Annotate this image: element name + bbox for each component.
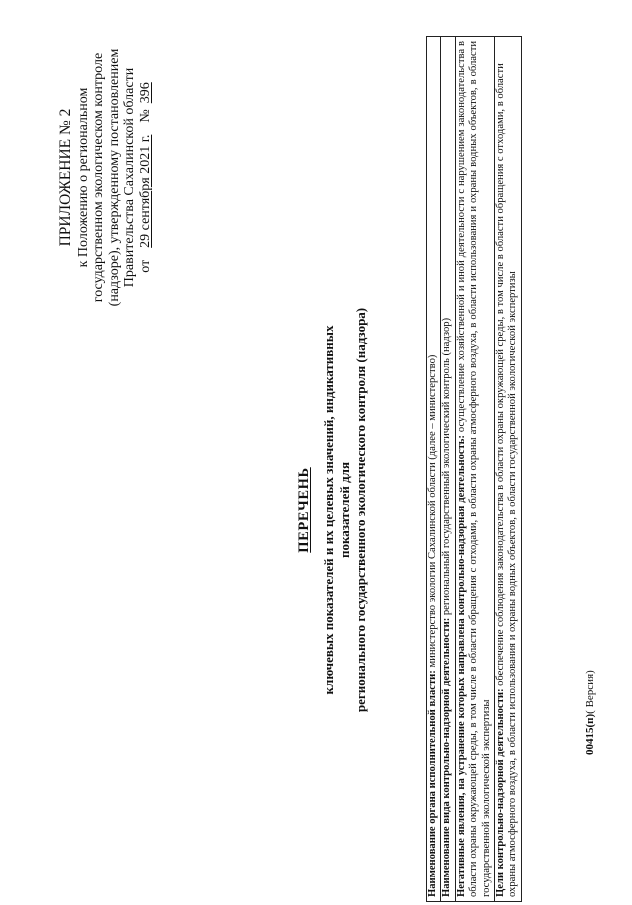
document-subtitle: [321, 295, 369, 725]
version-code: 00415(п): [584, 713, 596, 755]
document-heading: [296, 295, 369, 725]
row-value: обеспечение соблюдения законодательства в области охраны окружающей среды, в том числе в области обращения с отходами, в области охраны атмосферного воздуха, в области использования и охраны водных объектов, в области государственной экологической экспертизы: [495, 63, 519, 897]
row-value: региональный государственный экологический контроль (надзор): [441, 317, 453, 618]
document-title: ПЕРЕЧЕНЬ: [296, 467, 312, 553]
appendix-number: 396: [137, 82, 153, 104]
table-cell: [495, 37, 522, 902]
table-row: [495, 37, 522, 902]
appendix-date: 29 сентября 2021 г.: [137, 134, 153, 248]
version-label: ( Версия): [584, 670, 596, 714]
table-cell: [427, 37, 441, 902]
row-label: Негативные явления, на устранение которых направлена контрольно-надзорная деятельность:: [455, 435, 467, 897]
subtitle-line-2: регионального государственного экологического контроля (надзора): [353, 307, 368, 713]
appendix-line-4: Правительства Сахалинской области: [122, 67, 137, 288]
table-cell: [455, 37, 494, 902]
appendix-block: [58, 5, 153, 350]
appendix-date-line: [138, 5, 154, 350]
appendix-line-1: к Положению о региональном: [75, 87, 91, 268]
table-cell: [441, 37, 455, 902]
table-row: [441, 37, 455, 902]
row-label: Наименование органа исполнительной власти:: [427, 670, 438, 897]
table-row: [455, 37, 494, 902]
appendix-line-3: (надзоре), утвержденному постановлением: [106, 48, 122, 307]
appendix-from-label: от: [137, 259, 153, 273]
appendix-line-2: государственном экологическом контроле: [91, 52, 106, 303]
version-mark: [584, 670, 596, 755]
row-value: министерство экологии Сахалинской области (далее – министерство): [427, 354, 438, 671]
row-label: Цели контрольно-надзорной деятельности:: [495, 688, 507, 897]
appendix-number-label: №: [137, 109, 153, 123]
subtitle-line-1: ключевых показателей и их целевых значений, индикативных показателей для: [321, 325, 352, 695]
table-row: [427, 37, 441, 902]
info-table: [426, 36, 522, 902]
appendix-title: ПРИЛОЖЕНИЕ № 2: [57, 108, 74, 247]
row-value: осуществление хозяйственной и иной деятельности с нарушением законодательства в области охраны окружающей среды, в том числе в области обращения с отходами, в области охраны атмосферного воздуха, в области использования и охраны водных объектов, в области государственной экологической экспертизы: [455, 41, 492, 897]
row-label: Наименование вида контрольно-надзорной деятельности:: [441, 617, 453, 897]
